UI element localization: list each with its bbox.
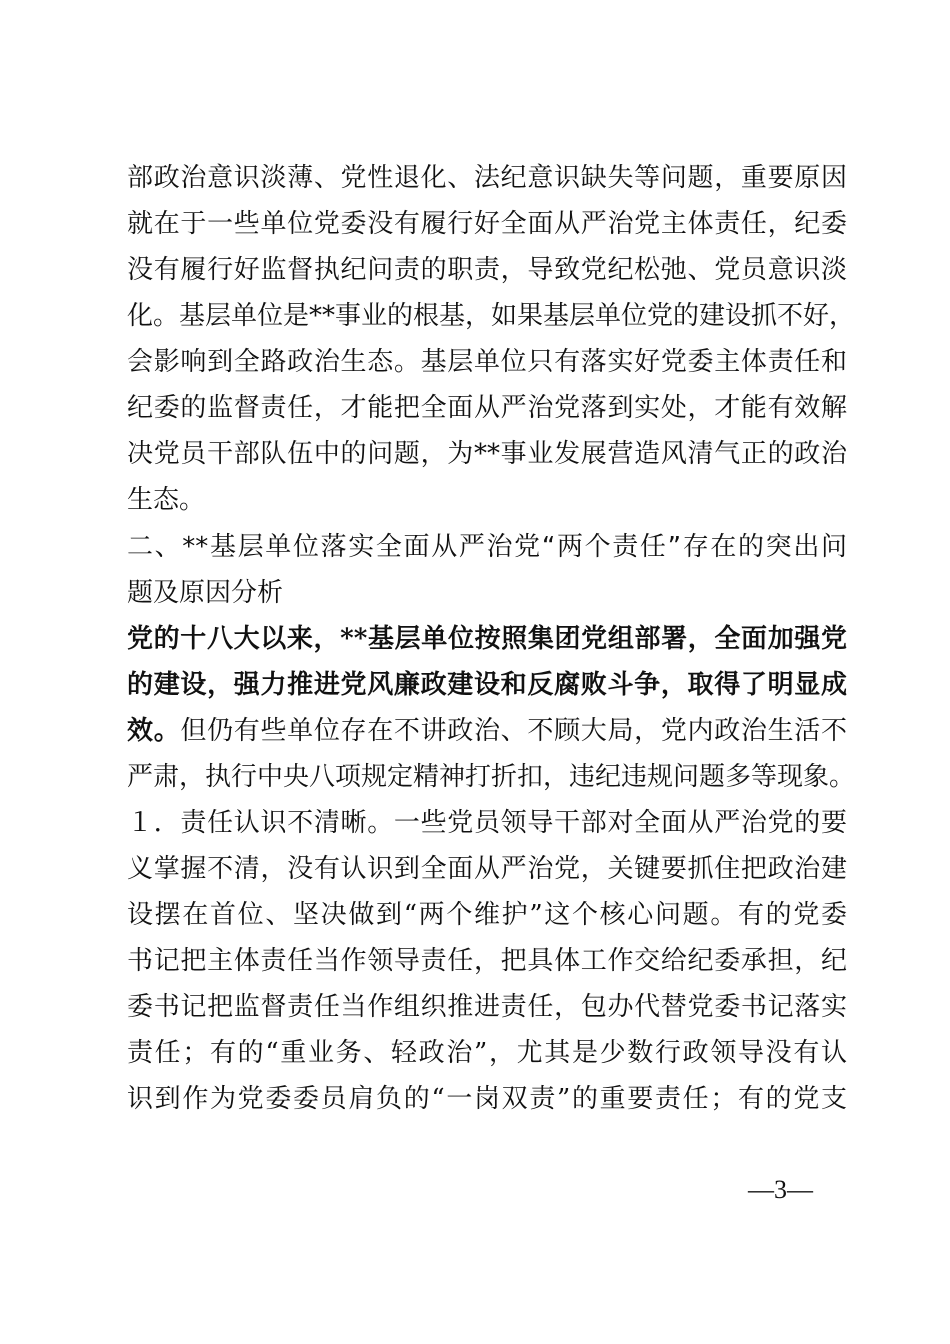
paragraph-line: 化。基层单位是**事业的根基，如果基层单位党的建设抓不好，	[127, 301, 856, 331]
paragraph-line: 书记把主体责任当作领导责任，把具体工作交给纪委承担，纪	[127, 946, 847, 976]
paragraph-line: 部政治意识淡薄、党性退化、法纪意识缺失等问题，重要原因	[127, 163, 847, 193]
paragraph-line: 设摆在首位、坚决做到“两个维护”这个核心问题。有的党委	[127, 900, 847, 930]
section-heading: 题及原因分析	[127, 578, 284, 608]
paragraph-line: 委书记把监督责任当作组织推进责任，包办代替党委书记落实	[127, 992, 847, 1022]
paragraph-line: 纪委的监督责任，才能把全面从严治党落到实处，才能有效解	[127, 393, 847, 423]
paragraph-line: 责任；有的“重业务、轻政治”，尤其是少数行政领导没有认	[127, 1038, 847, 1068]
paragraph-line: 决党员干部队伍中的问题，为**事业发展营造风清气正的政治	[127, 439, 847, 469]
paragraph-line: １．责任认识不清晰。一些党员领导干部对全面从严治党的要	[127, 808, 847, 838]
paragraph-text: 但仍有些单位存在不讲政治、不顾大局，党内政治生活不	[180, 716, 847, 746]
bold-lead-tail: 效。	[127, 716, 181, 746]
paragraph-line: 没有履行好监督执纪问责的职责，导致党纪松弛、党员意识淡	[127, 255, 847, 285]
paragraph-line: 会影响到全路政治生态。基层单位只有落实好党委主体责任和	[127, 347, 847, 377]
bold-lead-line: 的建设，强力推进党风廉政建设和反腐败斗争，取得了明显成	[127, 670, 847, 700]
paragraph-line	[127, 708, 847, 754]
page-number: —3—	[748, 1175, 813, 1204]
paragraph-line: 义掌握不清，没有认识到全面从严治党，关键要抓住把政治建	[127, 854, 847, 884]
section-heading: 二、**基层单位落实全面从严治党“两个责任”存在的突出问	[127, 532, 847, 562]
paragraph-line: 就在于一些单位党委没有履行好全面从严治党主体责任，纪委	[127, 209, 847, 239]
paragraph-line: 严肃，执行中央八项规定精神打折扣，违纪违规问题多等现象。	[127, 762, 856, 792]
paragraph-line: 生态。	[127, 485, 206, 515]
paragraph-line: 识到作为党委委员肩负的“一岗双责”的重要责任；有的党支	[127, 1084, 847, 1114]
bold-lead-line: 党的十八大以来，**基层单位按照集团党组部署，全面加强党	[127, 624, 847, 654]
